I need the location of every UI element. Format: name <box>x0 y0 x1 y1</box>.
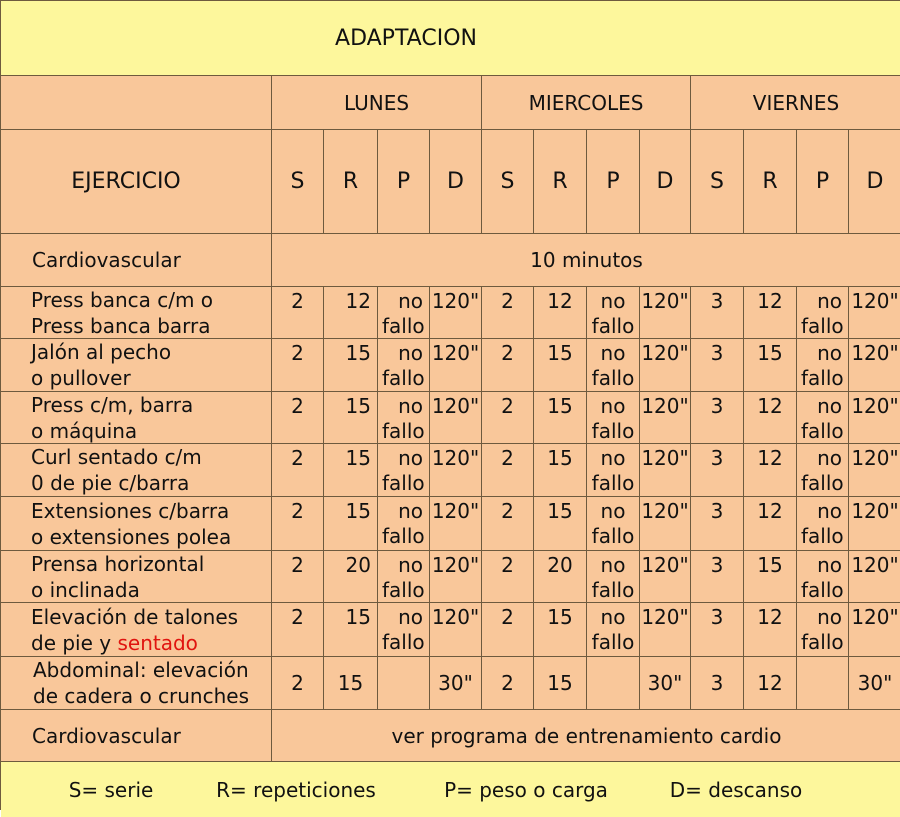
table-title: ADAPTACION <box>1 1 900 76</box>
value-s: 2 <box>482 497 534 551</box>
empty-header-cell <box>1 76 272 130</box>
exercise-name: Abdominal: elevación de cadera o crunches <box>1 657 272 710</box>
exercise-name: Curl sentado c/m 0 de pie c/barra <box>1 444 272 497</box>
value-s: 2 <box>482 551 534 603</box>
value-s: 2 <box>272 657 324 710</box>
value-d: 120" <box>640 603 691 657</box>
value-r: 15 <box>534 392 587 444</box>
value-p: no fallo <box>797 287 849 339</box>
value-s: 2 <box>272 392 324 444</box>
value-s: 2 <box>272 444 324 497</box>
value-p: no fallo <box>587 287 640 339</box>
value-p <box>378 657 430 710</box>
value-r: 15 <box>534 444 587 497</box>
value-p: no fallo <box>797 392 849 444</box>
value-s: 2 <box>482 392 534 444</box>
value-d: 120" <box>640 497 691 551</box>
col-header-s: S <box>482 130 534 234</box>
value-p: no fallo <box>587 339 640 392</box>
cardio-top-value: 10 minutos <box>272 234 900 287</box>
value-r: 15 <box>744 551 797 603</box>
value-r: 12 <box>744 603 797 657</box>
col-header-p: P <box>378 130 430 234</box>
day-header-viernes: VIERNES <box>691 76 900 130</box>
value-r: 15 <box>324 497 378 551</box>
legend-peso: P= peso o carga <box>444 777 608 802</box>
value-r: 20 <box>324 551 378 603</box>
value-s: 3 <box>691 339 744 392</box>
value-d: 120" <box>849 444 900 497</box>
col-header-r: R <box>534 130 587 234</box>
value-p: no fallo <box>378 603 430 657</box>
exercise-name: Jalón al pecho o pullover <box>1 339 272 392</box>
value-s: 2 <box>272 603 324 657</box>
value-d: 120" <box>640 551 691 603</box>
col-header-d: D <box>640 130 691 234</box>
value-d: 120" <box>640 444 691 497</box>
value-r: 15 <box>324 392 378 444</box>
value-s: 2 <box>482 603 534 657</box>
value-r: 12 <box>744 287 797 339</box>
value-p: no fallo <box>797 497 849 551</box>
col-header-s: S <box>272 130 324 234</box>
value-s: 2 <box>482 339 534 392</box>
value-d: 120" <box>430 603 482 657</box>
value-p: no fallo <box>378 392 430 444</box>
value-r: 15 <box>534 657 587 710</box>
exercise-column-header: EJERCICIO <box>1 130 272 234</box>
value-s: 2 <box>482 657 534 710</box>
value-p: no fallo <box>797 444 849 497</box>
value-s: 3 <box>691 551 744 603</box>
value-p: no fallo <box>587 603 640 657</box>
value-s: 3 <box>691 444 744 497</box>
exercise-name: Prensa horizontal o inclinada <box>1 551 272 603</box>
legend <box>1 762 900 817</box>
col-header-p: P <box>797 130 849 234</box>
legend-descanso: D= descanso <box>669 777 803 802</box>
value-r: 12 <box>744 444 797 497</box>
day-header-miercoles: MIERCOLES <box>482 76 691 130</box>
value-p: no fallo <box>378 551 430 603</box>
value-d: 120" <box>430 287 482 339</box>
legend-serie: S= serie <box>68 777 154 802</box>
cardio-top-label: Cardiovascular <box>1 234 272 287</box>
value-p: no fallo <box>797 339 849 392</box>
exercise-name: Extensiones c/barra o extensiones polea <box>1 497 272 551</box>
value-d: 30" <box>849 657 900 710</box>
value-p <box>797 657 849 710</box>
exercise-name: Press c/m, barra o máquina <box>1 392 272 444</box>
value-d: 120" <box>640 392 691 444</box>
value-d: 120" <box>849 392 900 444</box>
value-p: no fallo <box>587 551 640 603</box>
value-r: 15 <box>534 603 587 657</box>
value-d: 120" <box>430 444 482 497</box>
value-p: no fallo <box>378 497 430 551</box>
value-r: 15 <box>324 444 378 497</box>
value-s: 2 <box>272 339 324 392</box>
col-header-s: S <box>691 130 744 234</box>
value-s: 3 <box>691 497 744 551</box>
value-p: no fallo <box>587 444 640 497</box>
value-d: 120" <box>849 551 900 603</box>
value-d: 30" <box>430 657 482 710</box>
value-r: 12 <box>324 287 378 339</box>
value-p: no fallo <box>378 287 430 339</box>
value-d: 120" <box>849 339 900 392</box>
value-s: 2 <box>482 287 534 339</box>
value-s: 2 <box>272 497 324 551</box>
value-r: 15 <box>324 339 378 392</box>
day-header-lunes: LUNES <box>272 76 482 130</box>
value-s: 3 <box>691 392 744 444</box>
value-p: no fallo <box>378 339 430 392</box>
value-p: no fallo <box>797 603 849 657</box>
value-r: 15 <box>744 339 797 392</box>
value-r: 12 <box>744 657 797 710</box>
value-r: 20 <box>534 551 587 603</box>
value-p: no fallo <box>378 444 430 497</box>
value-p: no fallo <box>587 497 640 551</box>
value-r: 12 <box>534 287 587 339</box>
value-d: 30" <box>640 657 691 710</box>
value-s: 2 <box>272 551 324 603</box>
value-d: 120" <box>849 287 900 339</box>
cardio-bottom-label: Cardiovascular <box>1 710 272 762</box>
value-r: 12 <box>744 497 797 551</box>
exercise-name: Press banca c/m o Press banca barra <box>1 287 272 339</box>
value-s: 3 <box>691 287 744 339</box>
value-d: 120" <box>430 551 482 603</box>
col-header-d: D <box>430 130 482 234</box>
legend-repeticiones: R= repeticiones <box>216 777 376 802</box>
value-d: 120" <box>849 603 900 657</box>
value-p <box>587 657 640 710</box>
value-r: 15 <box>324 657 378 710</box>
col-header-p: P <box>587 130 640 234</box>
value-s: 3 <box>691 657 744 710</box>
value-r: 15 <box>534 497 587 551</box>
highlight-text: sentado <box>117 630 198 655</box>
value-p: no fallo <box>587 392 640 444</box>
col-header-r: R <box>744 130 797 234</box>
value-d: 120" <box>849 497 900 551</box>
value-p: no fallo <box>797 551 849 603</box>
value-d: 120" <box>640 287 691 339</box>
value-s: 3 <box>691 603 744 657</box>
value-s: 2 <box>482 444 534 497</box>
value-r: 15 <box>324 603 378 657</box>
value-r: 12 <box>744 392 797 444</box>
exercise-name: Elevación de talones de pie y sentado <box>1 603 272 657</box>
col-header-r: R <box>324 130 378 234</box>
value-d: 120" <box>430 339 482 392</box>
value-r: 15 <box>534 339 587 392</box>
cardio-bottom-value: ver programa de entrenamiento cardio <box>272 710 900 762</box>
value-d: 120" <box>640 339 691 392</box>
value-d: 120" <box>430 392 482 444</box>
value-s: 2 <box>272 287 324 339</box>
col-header-d: D <box>849 130 900 234</box>
value-d: 120" <box>430 497 482 551</box>
